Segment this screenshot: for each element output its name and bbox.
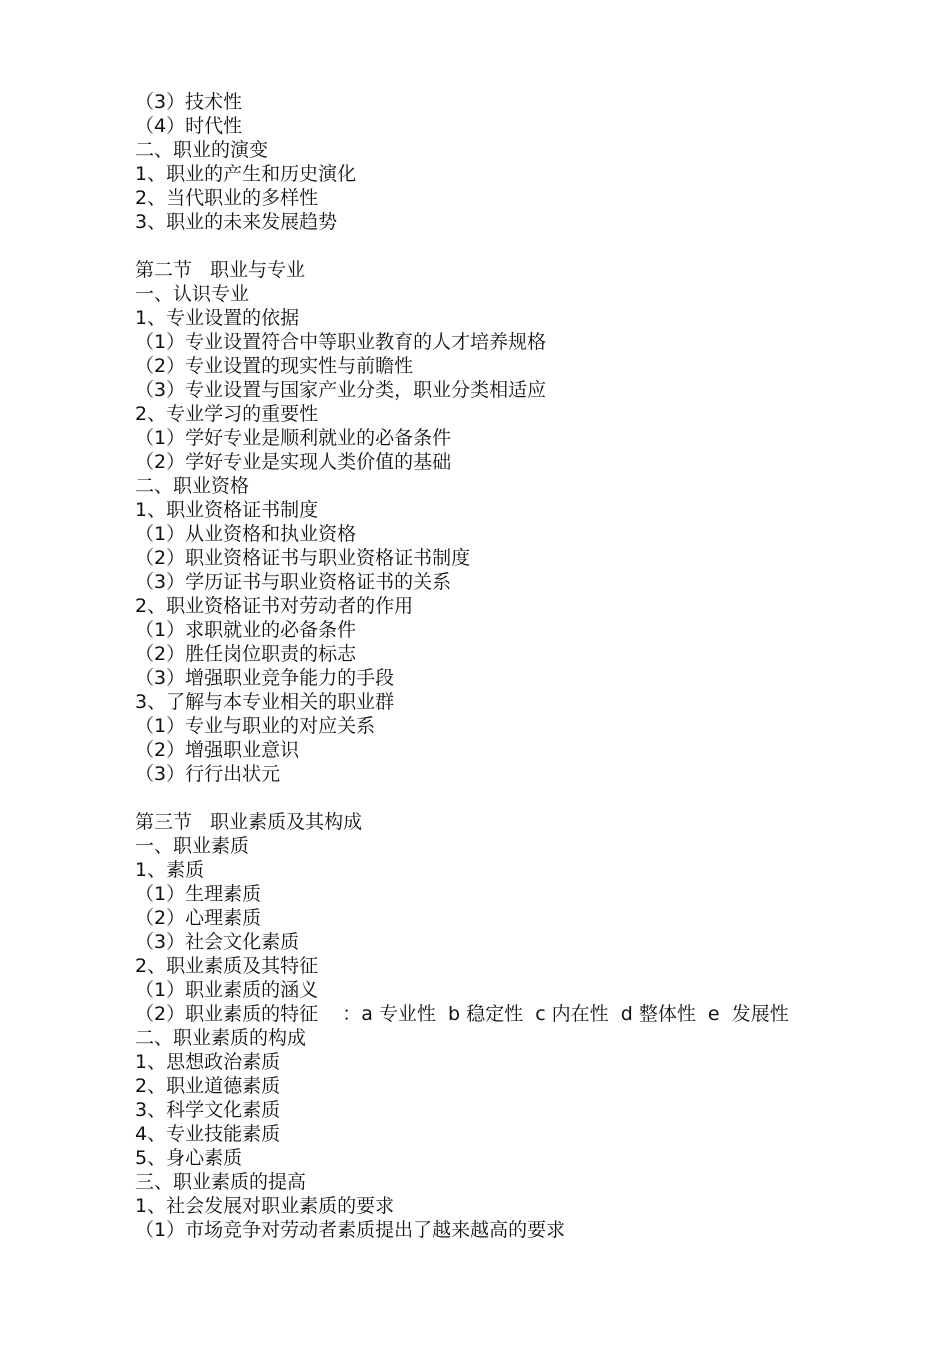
text-line: （4）时代性 xyxy=(135,115,243,137)
text-line: 3、职业的未来发展趋势 xyxy=(135,211,338,233)
blank-line xyxy=(135,234,915,258)
text-line: 4、专业技能素质 xyxy=(135,1123,281,1145)
text-line: （1）学好专业是顺利就业的必备条件 xyxy=(135,427,452,449)
section-heading: 一、认识专业 xyxy=(135,283,250,305)
text-line: （1）生理素质 xyxy=(135,883,262,905)
text-line: 3、科学文化素质 xyxy=(135,1099,281,1121)
text-line: 2、当代职业的多样性 xyxy=(135,187,319,209)
text-line: 2、专业学习的重要性 xyxy=(135,403,319,425)
text-line: （3）学历证书与职业资格证书的关系 xyxy=(135,571,452,593)
section-heading: 一、职业素质 xyxy=(135,835,250,857)
text-line: 1、思想政治素质 xyxy=(135,1051,281,1073)
text-line: （2）职业素质的特征 ：a 专业性 b 稳定性 c 内在性 d 整体性 e 发展性 xyxy=(135,1003,789,1025)
text-line: 2、职业资格证书对劳动者的作用 xyxy=(135,595,414,617)
text-line: 1、职业资格证书制度 xyxy=(135,499,319,521)
text-line: （2）心理素质 xyxy=(135,907,262,929)
text-line: （3）社会文化素质 xyxy=(135,931,300,953)
text-line: （1）从业资格和执业资格 xyxy=(135,523,357,545)
document-body xyxy=(135,90,915,1242)
text-line: （3）技术性 xyxy=(135,91,243,113)
text-line: （1）职业素质的涵义 xyxy=(135,979,319,1001)
section-heading: 二、职业资格 xyxy=(135,475,250,497)
text-line: （1）求职就业的必备条件 xyxy=(135,619,357,641)
text-line: 1、社会发展对职业素质的要求 xyxy=(135,1195,395,1217)
text-line: （3）行行出状元 xyxy=(135,763,281,785)
text-line: （2）增强职业意识 xyxy=(135,739,300,761)
text-line: （3）专业设置与国家产业分类，职业分类相适应 xyxy=(135,379,547,401)
section-heading: 二、职业的演变 xyxy=(135,139,269,161)
text-line: 5、身心素质 xyxy=(135,1147,243,1169)
text-line: （1）专业设置符合中等职业教育的人才培养规格 xyxy=(135,331,547,353)
text-line: 1、素质 xyxy=(135,859,205,881)
text-line: （2）职业资格证书与职业资格证书制度 xyxy=(135,547,471,569)
text-line: 3、了解与本专业相关的职业群 xyxy=(135,691,395,713)
text-line: （1）市场竞争对劳动者素质提出了越来越高的要求 xyxy=(135,1219,566,1241)
text-line: 2、职业素质及其特征 xyxy=(135,955,319,977)
chapter-section-title: 第三节 职业素质及其构成 xyxy=(135,811,363,833)
section-heading: 二、职业素质的构成 xyxy=(135,1027,307,1049)
text-line: 1、职业的产生和历史演化 xyxy=(135,163,357,185)
blank-line xyxy=(135,786,915,810)
chapter-section-title: 第二节 职业与专业 xyxy=(135,259,306,281)
text-line: （3）增强职业竞争能力的手段 xyxy=(135,667,395,689)
section-heading: 三、职业素质的提高 xyxy=(135,1171,307,1193)
text-line: （2）胜任岗位职责的标志 xyxy=(135,643,357,665)
text-line: （1）专业与职业的对应关系 xyxy=(135,715,376,737)
text-line: 2、职业道德素质 xyxy=(135,1075,281,1097)
text-line: 1、专业设置的依据 xyxy=(135,307,300,329)
text-line: （2）学好专业是实现人类价值的基础 xyxy=(135,451,452,473)
text-line: （2）专业设置的现实性与前瞻性 xyxy=(135,355,414,377)
